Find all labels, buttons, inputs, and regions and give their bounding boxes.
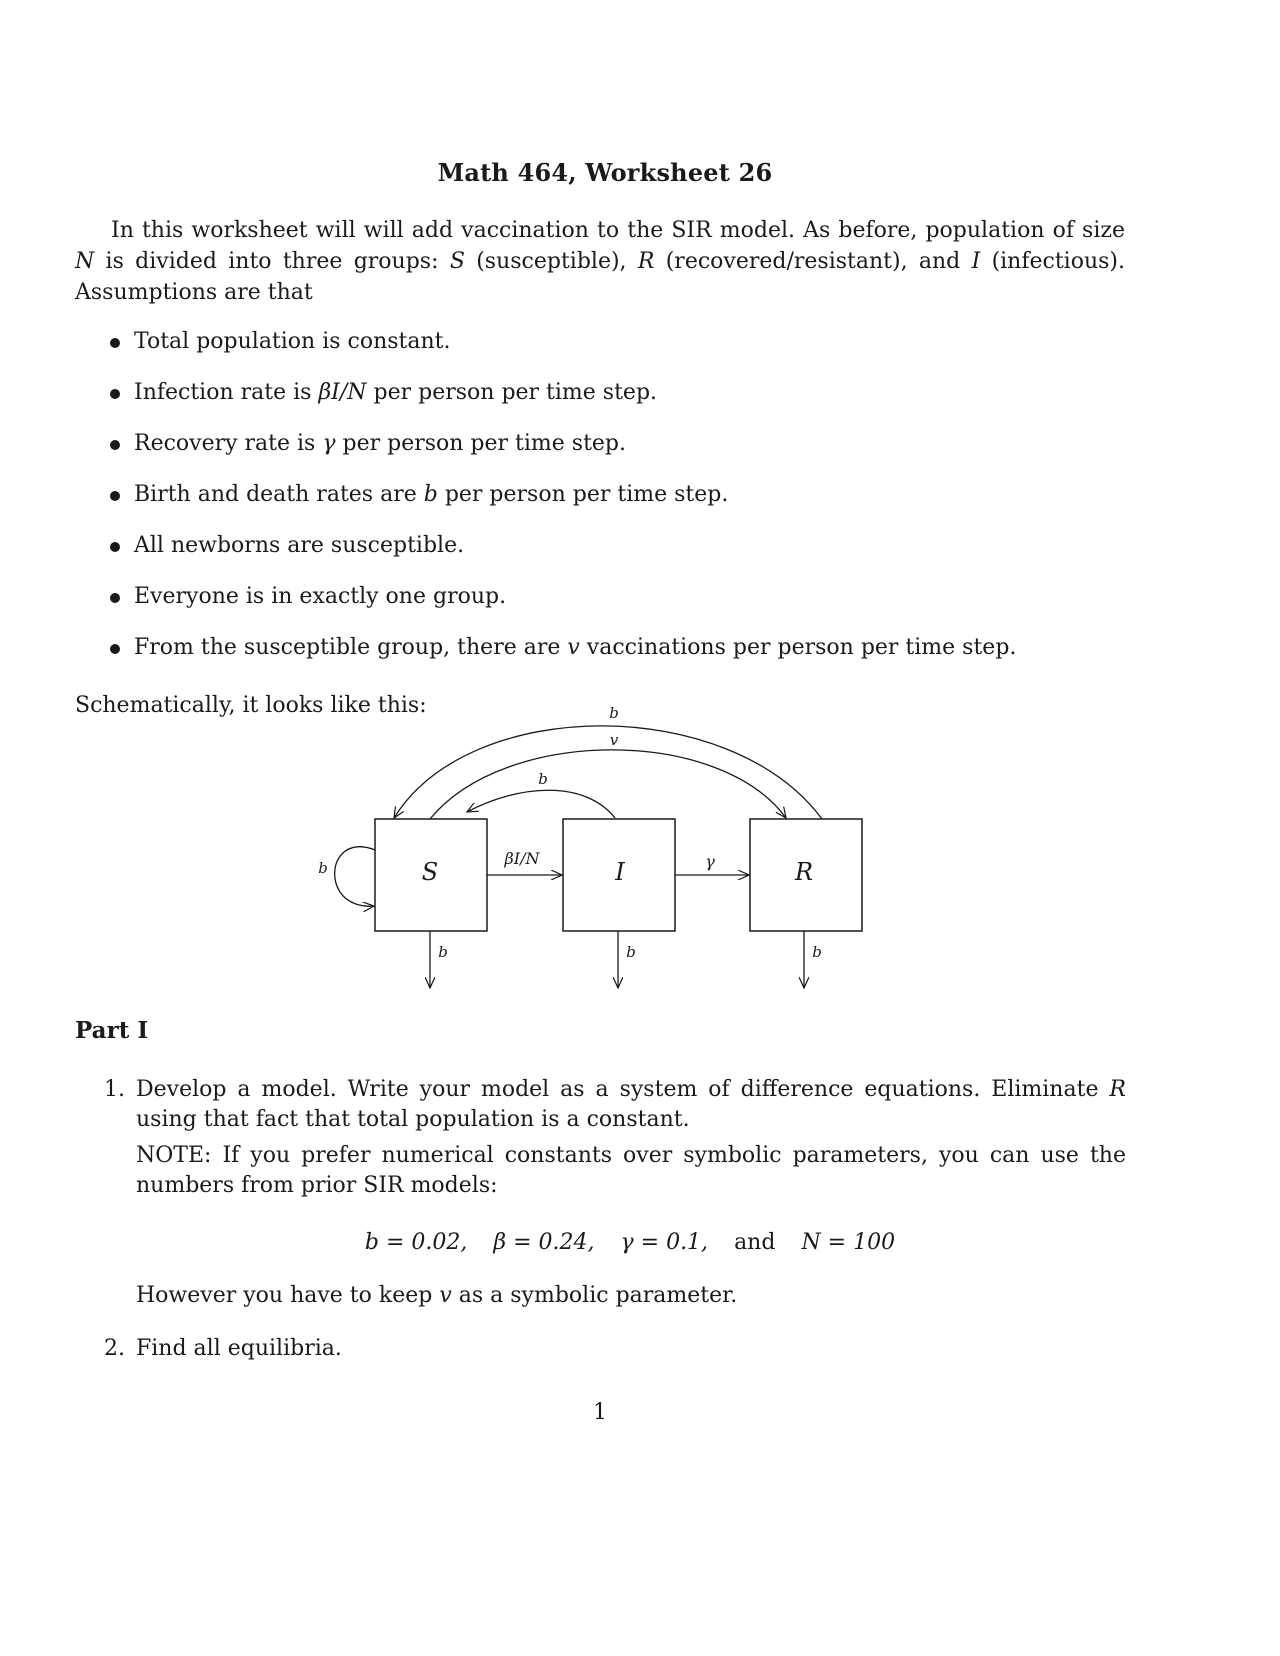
arrow-birth-loop bbox=[335, 847, 375, 906]
assumption-text-post: per person per time step. bbox=[335, 431, 627, 456]
label-i: I bbox=[615, 858, 625, 886]
part-title: Part I bbox=[75, 1017, 149, 1044]
param-n: N = 100 bbox=[801, 1230, 896, 1255]
assumption-text-post: vaccinations per person per time step. bbox=[579, 635, 1017, 660]
param-beta: β = 0.24, bbox=[493, 1230, 595, 1255]
assumption-text: Total population is constant. bbox=[134, 329, 451, 354]
label-top-v: v bbox=[609, 731, 619, 749]
however-text-post: as a symbolic parameter. bbox=[451, 1283, 738, 1308]
label-death-r: b bbox=[812, 943, 822, 961]
question-text-post: using that fact that total population is a constant. bbox=[136, 1107, 690, 1132]
param-gamma: γ = 0.1, bbox=[620, 1230, 709, 1255]
question-number: 2. bbox=[104, 1336, 125, 1361]
intro-text: is divided into three groups: bbox=[94, 249, 450, 274]
parameter-values bbox=[0, 1230, 1260, 1255]
symbol-r: R bbox=[637, 249, 655, 274]
question-1 bbox=[104, 1075, 1126, 1135]
label-i-to-s: b bbox=[538, 770, 548, 788]
assumption-text-pre: Infection rate is bbox=[134, 380, 319, 405]
assumption-text: All newborns are susceptible. bbox=[134, 533, 465, 558]
symbol-i: I bbox=[971, 249, 981, 274]
page-title: Math 464, Worksheet 26 bbox=[437, 158, 773, 187]
however-line bbox=[136, 1283, 737, 1308]
label-s: S bbox=[421, 858, 439, 886]
question-text bbox=[136, 1075, 1126, 1135]
symbol-s: S bbox=[449, 249, 465, 274]
page-number: 1 bbox=[593, 1400, 607, 1425]
label-death-i: b bbox=[626, 943, 636, 961]
assumption-text-post: per person per time step. bbox=[366, 380, 658, 405]
label-birth-self: b bbox=[318, 859, 328, 877]
question-number: 1. bbox=[104, 1077, 125, 1102]
however-text-pre: However you have to keep bbox=[136, 1283, 440, 1308]
assumption-text-post: per person per time step. bbox=[437, 482, 729, 507]
arrow-r-to-s bbox=[394, 726, 822, 819]
label-r: R bbox=[794, 858, 814, 886]
intro-text: In this worksheet will will add vaccination to the SIR model. As before, population of size bbox=[111, 218, 1125, 243]
label-death-s: b bbox=[438, 943, 448, 961]
label-top-b: b bbox=[609, 704, 619, 722]
question-text: Find all equilibria. bbox=[136, 1336, 342, 1361]
question-text-pre: Develop a model. Write your model as a system of difference equations. Eliminate bbox=[136, 1077, 1110, 1102]
assumption-text-pre: From the susceptible group, there are bbox=[134, 635, 568, 660]
param-b: b = 0.02, bbox=[364, 1230, 468, 1255]
symbol-infection-rate: βI/N bbox=[318, 380, 367, 405]
label-recovery: γ bbox=[705, 852, 715, 871]
assumption-text-pre: Recovery rate is bbox=[134, 431, 323, 456]
symbol-r: R bbox=[1109, 1077, 1126, 1102]
symbol-b: b bbox=[423, 482, 438, 507]
note-paragraph: NOTE: If you prefer numerical constants over symbolic parameters, you can use the numbers from prior SIR models: bbox=[136, 1143, 1126, 1198]
symbol-gamma: γ bbox=[322, 431, 336, 456]
intro-text: (susceptible), bbox=[464, 249, 638, 274]
schematic-intro: Schematically, it looks like this: bbox=[75, 693, 427, 718]
label-infection: βI/N bbox=[504, 849, 540, 868]
arrow-vaccination bbox=[430, 750, 786, 819]
question-2 bbox=[104, 1334, 1126, 1364]
symbol-v: v bbox=[439, 1283, 452, 1308]
intro-text: (recovered/resistant), and bbox=[654, 249, 972, 274]
symbol-n: N bbox=[75, 249, 95, 274]
symbol-v: v bbox=[567, 635, 580, 660]
assumption-text: Everyone is in exactly one group. bbox=[134, 584, 507, 609]
assumption-text-pre: Birth and death rates are bbox=[134, 482, 424, 507]
arrow-i-to-s bbox=[467, 790, 615, 818]
intro-text: (infectious). Assumptions are that bbox=[75, 249, 1125, 305]
param-and: and bbox=[734, 1230, 776, 1255]
